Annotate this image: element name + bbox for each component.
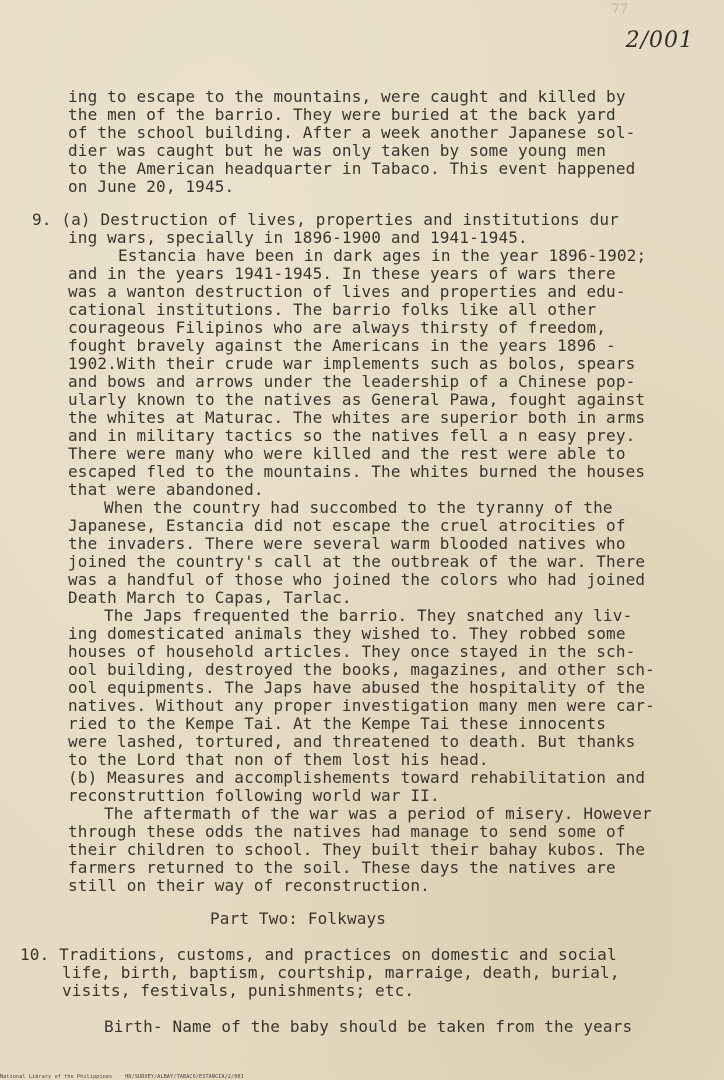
text-line: ing to escape to the mountains, were caught and killed by (68, 87, 626, 106)
text-line: still on their way of reconstruction. (68, 876, 430, 895)
text-line: their children to school. They built their bahay kubos. The (68, 840, 646, 859)
text-line: Estancia have been in dark ages in the year 1896-1902; (118, 246, 647, 265)
text-line: on June 20, 1945. (68, 177, 235, 196)
text-line: 10. Traditions, customs, and practices on domestic and social (20, 945, 617, 964)
text-line: and in military tactics so the natives fell a n easy prey. (68, 426, 636, 445)
text-line: fought bravely against the Americans in the years 1896 - (68, 336, 616, 355)
section-heading: Part Two: Folkways (210, 909, 387, 928)
text-line: ool equipments. The Japs have abused the hospitality of the (68, 678, 646, 697)
text-line: were lashed, tortured, and threatened to death. But thanks (68, 732, 636, 751)
text-line: The aftermath of the war was a period of misery. However (104, 804, 652, 823)
text-line: natives. Without any proper investigation many men were car- (68, 696, 655, 715)
text-line: of the school building. After a week another Japanese sol- (68, 123, 636, 142)
text-line: 1902.With their crude war implements such as bolos, spears (68, 354, 636, 373)
text-line: houses of household articles. They once stayed in the sch- (68, 642, 636, 661)
text-line: ularly known to the natives as General Pawa, fought against (68, 390, 646, 409)
text-line: was a wanton destruction of lives and properties and edu- (68, 282, 626, 301)
text-line: Death March to Capas, Tarlac. (68, 588, 352, 607)
text-line: ing domesticated animals they wished to. They robbed some (68, 624, 626, 643)
text-line: (b) Measures and accomplishements toward rehabilitation and (68, 768, 646, 787)
text-line: 9. (a) Destruction of lives, properties and institutions dur (32, 210, 619, 229)
text-line: escaped fled to the mountains. The whites burned the houses (68, 462, 646, 481)
text-line: and bows and arrows under the leadership of a Chinese pop- (68, 372, 636, 391)
archive-footer: National Library of the Philippines HD/SURVEY/ALBAY/TABACO/ESTANCIA/2/001 (0, 1074, 244, 1080)
text-line: reconstruttion following world war II. (68, 786, 440, 805)
text-line: through these odds the natives had manage to send some of (68, 822, 626, 841)
text-line: ried to the Kempe Tai. At the Kempe Tai these innocents (68, 714, 607, 733)
text-line: ool building, destroyed the books, magazines, and other sch- (68, 660, 655, 679)
text-line: and in the years 1941-1945. In these years of wars there (68, 264, 616, 283)
text-line: the whites at Maturac. The whites are superior both in arms (68, 408, 646, 427)
page-number: 2/001 (625, 28, 694, 53)
text-line: ing wars, specially in 1896-1900 and 1941-1945. (68, 228, 528, 247)
text-line: joined the country's call at the outbreak of the war. There (68, 552, 646, 571)
text-line: courageous Filipinos who are always thirsty of freedom, (68, 318, 607, 337)
text-line: Japanese, Estancia did not escape the cruel atrocities of (68, 516, 626, 535)
text-line: to the American headquarter in Tabaco. This event happened (68, 159, 636, 178)
text-line: Birth- Name of the baby should be taken from the years (104, 1017, 633, 1036)
text-line: to the Lord that non of them lost his head. (68, 750, 489, 769)
text-line: that were abandoned. (68, 480, 264, 499)
text-line: When the country had succombed to the tyranny of the (104, 498, 613, 517)
text-line: the men of the barrio. They were buried at the back yard (68, 105, 616, 124)
text-line: the invaders. There were several warm blooded natives who (68, 534, 626, 553)
text-line: cational institutions. The barrio folks like all other (68, 300, 597, 319)
text-line: was a handful of those who joined the colors who had joined (68, 570, 646, 589)
text-line: farmers returned to the soil. These days the natives are (68, 858, 616, 877)
text-line: There were many who were killed and the rest were able to (68, 444, 626, 463)
text-line: visits, festivals, punishments; etc. (62, 981, 415, 1000)
faint-pencil-mark: 77 (611, 2, 628, 17)
text-line: dier was caught but he was only taken by some young men (68, 141, 607, 160)
text-line: The Japs frequented the barrio. They snatched any liv- (104, 606, 633, 625)
text-line: life, birth, baptism, courtship, marraige, death, burial, (62, 963, 620, 982)
